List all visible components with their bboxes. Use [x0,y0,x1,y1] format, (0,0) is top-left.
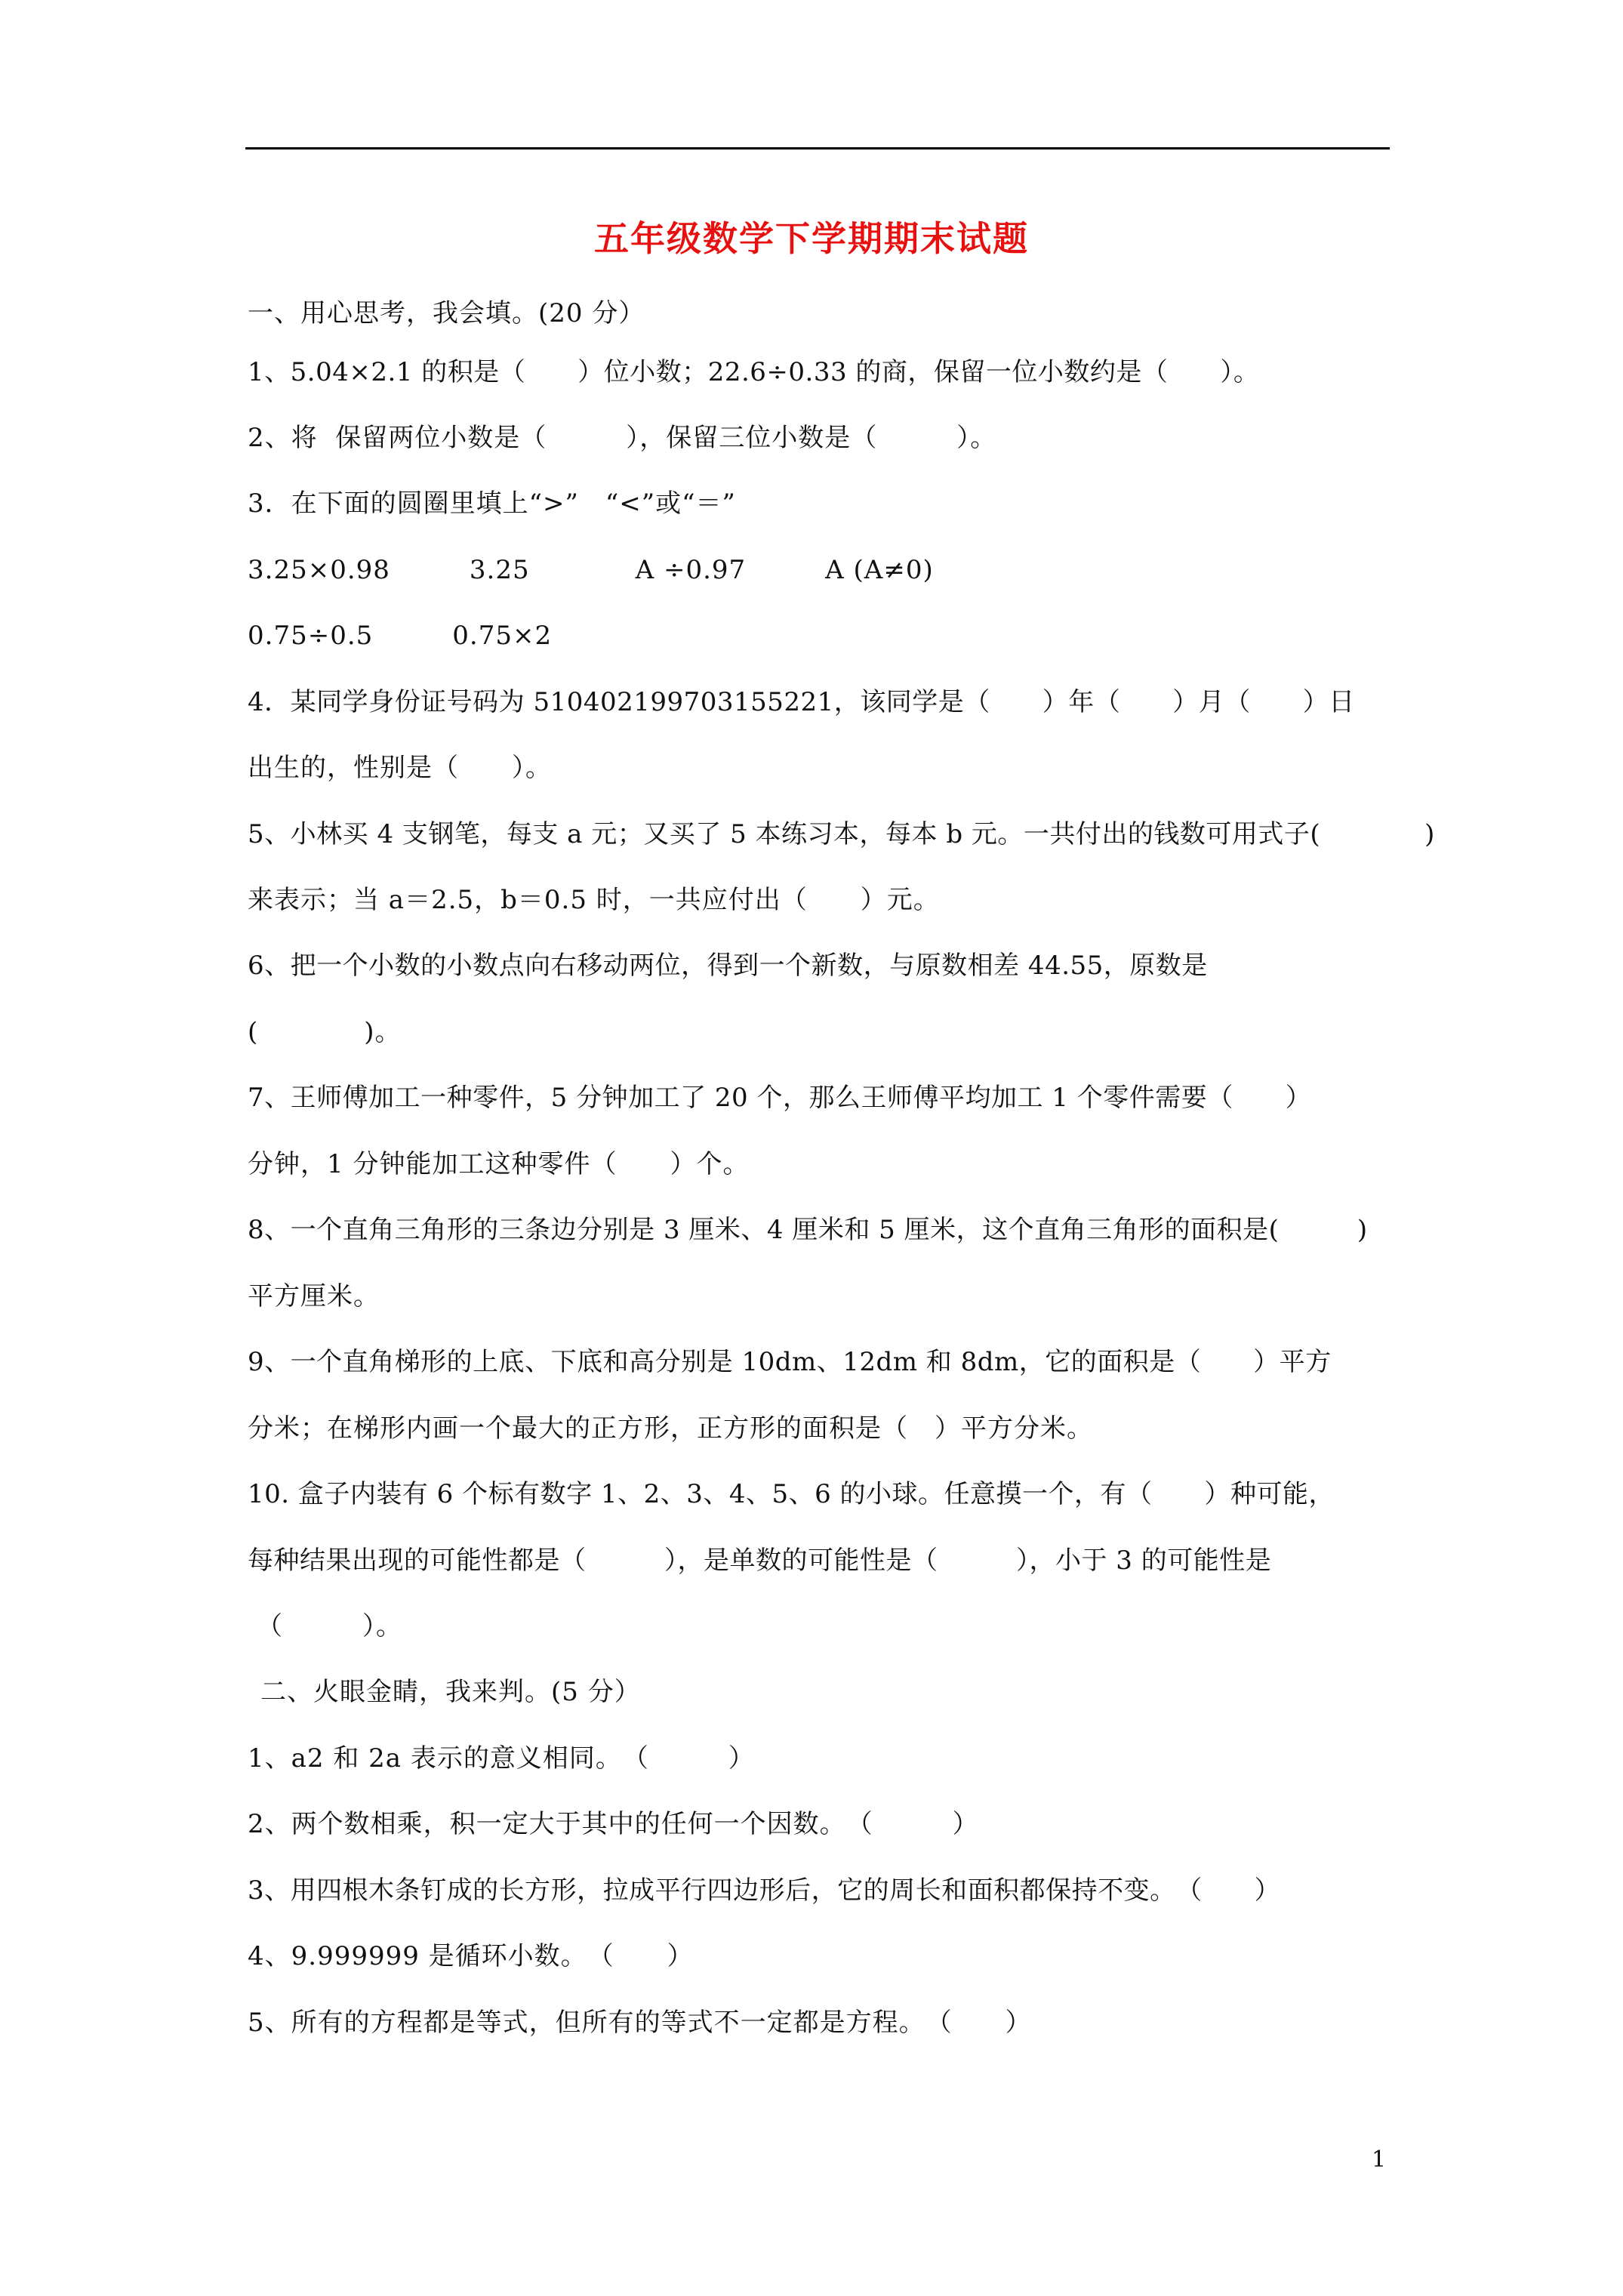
question-line: 5、小林买 4 支钢笔，每支 a 元；又买了 5 本练习本，每本 b 元。一共付出的钱数可用式子( ) [248,819,1435,849]
section-2-heading: 二、火眼金睛，我来判。(5 分） [260,1677,641,1707]
judgement-line: 5、所有的方程都是等式，但所有的等式不一定都是方程。 （ ） [248,2008,1032,2038]
judgement-line: 2、两个数相乘，积一定大于其中的任何一个因数。 （ ） [248,1809,979,1839]
question-line: 10. 盒子内装有 6 个标有数字 1、2、3、4、5、6 的小球。任意摸一个，有（ ）种可能， [248,1479,1335,1509]
question-line: 3．在下面的圆圈里填上“>” “<”或“＝” [248,488,736,519]
question-line: 2、将 保留两位小数是（ ），保留三位小数是（ ）。 [248,423,997,453]
question-line: 6、把一个小数的小数点向右移动两位，得到一个新数，与原数相差 44.55，原数是 [248,951,1208,981]
question-line: 7、王师傅加工一种零件，5 分钟加工了 20 个，那么王师傅平均加工 1 个零件需要（ ） [248,1083,1312,1113]
question-line: 平方厘米。 [248,1281,380,1311]
section-1-heading: 一、用心思考，我会填。(20 分） [248,298,645,328]
question-line: 3.25×0.98 3.25 A ÷0.97 A (A≠0) [248,555,934,585]
judgement-line: 4、9.999999 是循环小数。 （ ） [248,1941,694,1971]
question-line: 每种结果出现的可能性都是（ ），是单数的可能性是（ ），小于 3 的可能性是 [248,1546,1272,1576]
page-number: 1 [1372,2147,1387,2173]
question-line: 9、一个直角梯形的上底、下底和高分别是 10dm、12dm 和 8dm，它的面积是（ ）平方 [248,1347,1332,1377]
question-line: ( )。 [248,1017,402,1047]
question-line: 1、5.04×2.1 的积是（ ）位小数；22.6÷0.33 的商，保留一位小数约是（ ）。 [248,357,1260,387]
judgement-line: 3、用四根木条钉成的长方形，拉成平行四边形后，它的周长和面积都保持不变。 （ ） [248,1875,1281,1906]
question-line: 4．某同学身份证号码为 510402199703155221，该同学是（ ）年（ ）月（ ）日 [248,687,1355,717]
question-line: 分米；在梯形内画一个最大的正方形，正方形的面积是（ ）平方分米。 [248,1413,1093,1444]
judgement-line: 1、a2 和 2a 表示的意义相同。 （ ） [248,1743,755,1774]
question-line: 来表示；当 a＝2.5，b＝0.5 时，一共应付出（ ）元。 [248,885,940,915]
question-line: 0.75÷0.5 0.75×2 [248,621,553,651]
question-line: （ ）。 [257,1611,402,1641]
header-rule [245,147,1390,149]
document-title: 五年级数学下学期期末试题 [594,218,1029,259]
question-line: 分钟，1 分钟能加工这种零件（ ）个。 [248,1149,750,1179]
question-line: 8、一个直角三角形的三条边分别是 3 厘米、4 厘米和 5 厘米，这个直角三角形的面积是( ) [248,1215,1368,1245]
question-line: 出生的，性别是（ ）。 [248,753,552,783]
